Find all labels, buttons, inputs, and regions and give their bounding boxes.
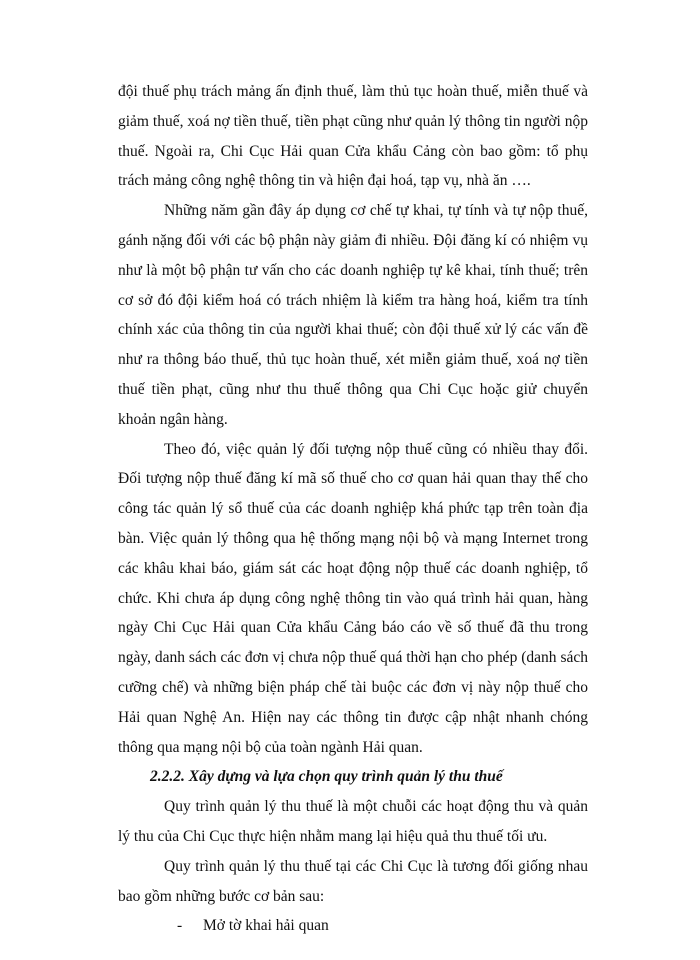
paragraph: Theo đó, việc quản lý đối tượng nộp thuế cũng có nhiều thay đổi. Đối tượng nộp thuế đăng kí mã số thuế cho cơ quan hải quan thay thế cho công tác quản lý sổ thuế của các doanh nghiệp khá phức tạp trên toàn địa bàn. Việc quản lý thông qua hệ thống mạng nội bộ và mạng Internet trong các khâu khai báo, giám sát các hoạt động nộp thuế các doanh nghiệp, tổ chức. Khi chưa áp dụng công nghệ thông tin vào quá trình hải quan, hàng ngày Chi Cục Hải quan Cửa khẩu Cảng báo cáo về số thuế đã thu trong ngày, danh sách các đơn vị chưa nộp thuế quá thời hạn cho phép (danh sách cưỡng chế) và những biện pháp chế tài buộc các đơn vị này nộp thuế cho Hải quan Nghệ An. Hiện nay các thông tin được cập nhật nhanh chóng thông qua mạng nội bộ của toàn ngành Hải quan. xyxy=(118,440,588,756)
section-heading: 2.2.2. Xây dựng và lựa chọn quy trình quản lý thu thuế xyxy=(150,768,503,786)
body-text xyxy=(118,77,588,941)
paragraph: Quy trình quản lý thu thuế tại các Chi Cục là tương đối giống nhau bao gồm những bước cơ bản sau: xyxy=(118,857,588,905)
paragraph: đội thuế phụ trách mảng ấn định thuế, làm thủ tục hoàn thuế, miễn thuế và giảm thuế, xoá nợ tiền thuế, tiền phạt cũng như quản lý thông tin người nộp thuế. Ngoài ra, Chi Cục Hải quan Cửa khẩu Cảng còn bao gồm: tổ phụ trách mảng công nghệ thông tin và hiện đại hoá, tạp vụ, nhà ăn …. xyxy=(118,83,588,190)
bullet-text: Mở tờ khai hải quan xyxy=(203,917,329,935)
bullet-item xyxy=(118,911,588,941)
bullet-marker: - xyxy=(177,917,183,935)
paragraph: Quy trình quản lý thu thuế là một chuỗi các hoạt động thu và quản lý thu của Chi Cục thực hiện nhằm mang lại hiệu quả thu thuế tối ưu. xyxy=(118,798,588,845)
paragraph: Những năm gần đây áp dụng cơ chế tự khai, tự tính và tự nộp thuế, gánh nặng đối với các bộ phận này giảm đi nhiều. Đội đăng kí có nhiệm vụ như là một bộ phận tư vấn cho các doanh nghiệp tự kê khai, tính thuế; trên cơ sở đó đội kiểm hoá có trách nhiệm là kiểm tra hàng hoá, kiểm tra tính chính xác của thông tin của người khai thuế; còn đội thuế xử lý các vấn đề như ra thông báo thuế, thủ tục hoàn thuế, xét miễn giảm thuế, xoá nợ tiền thuế tiền phạt, cũng như thu thuế thông qua Chi Cục hoặc giử chuyển khoản ngân hàng. xyxy=(118,202,588,428)
